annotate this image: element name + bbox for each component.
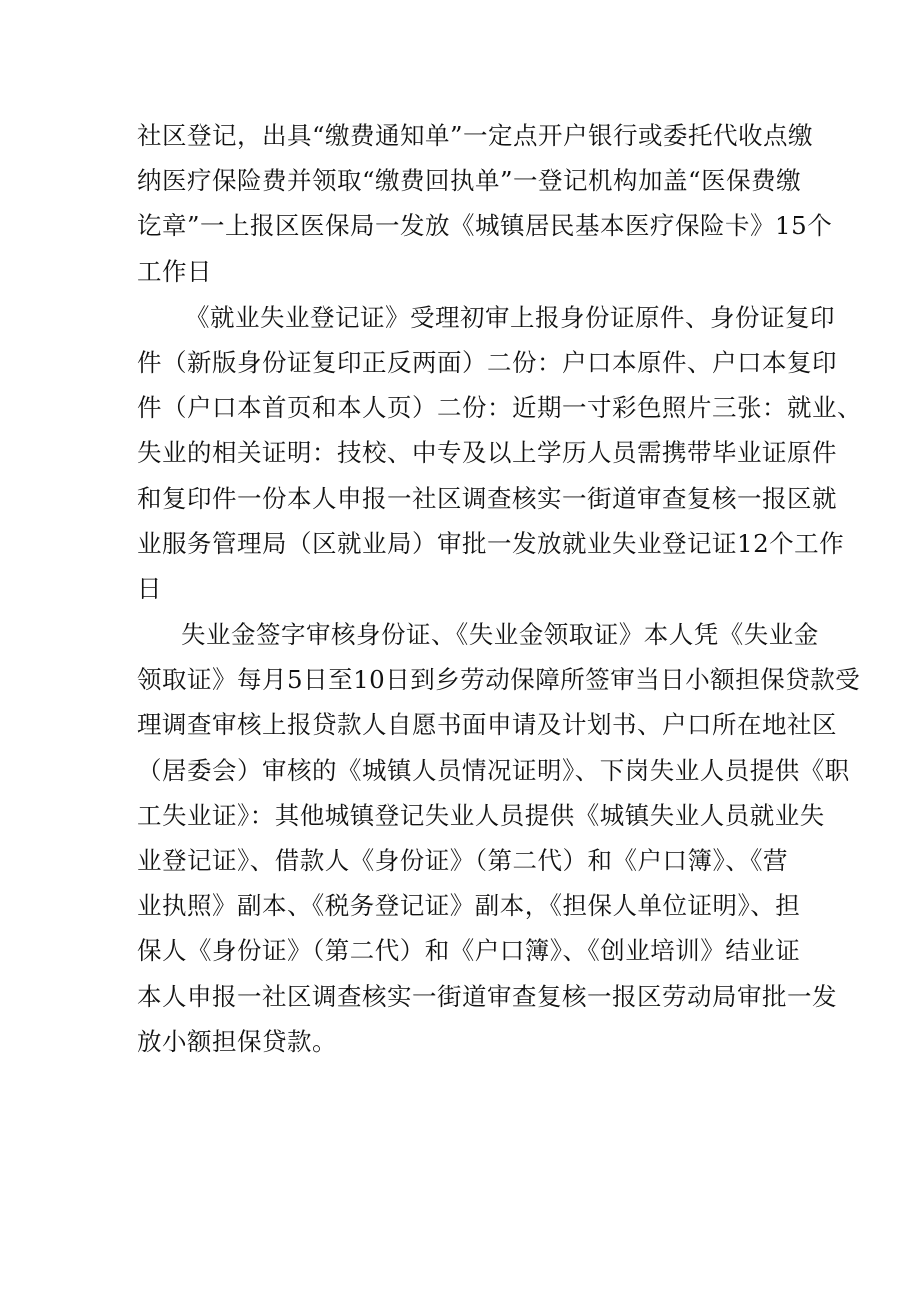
document-body <box>137 113 862 1064</box>
text-line: 放小额担保贷款。 <box>137 1026 337 1056</box>
text-line: 业执照》副本、《税务登记证》副本，《担保人单位证明》、担 <box>137 891 801 921</box>
text-line: 理调查审核上报贷款人自愿书面申请及计划书、户口所在地社区 <box>137 710 837 740</box>
paragraph-employment-registration <box>137 295 862 611</box>
text-line: 业服务管理局（区就业局）审批一发放就业失业登记证12个工作 <box>137 528 845 558</box>
text-line: 和复印件一份本人申报一社区调查核实一街道审查复核一报区就 <box>137 483 837 513</box>
text-line: 件（户口本首页和本人页）二份：近期一寸彩色照片三张：就业、 <box>137 393 862 423</box>
text-line: 纳医疗保险费并领取“缴费回执单”一登记机构加盖“医保费缴 <box>137 166 802 196</box>
text-line: 日 <box>137 573 162 603</box>
text-line: 讫章”一上报区医保局一发放《城镇居民基本医疗保险卡》15个 <box>137 211 833 241</box>
text-line: 《就业失业登记证》受理初审上报身份证原件、身份证复印 <box>185 302 835 332</box>
text-line: 本人申报一社区调查核实一街道审查复核一报区劳动局审批一发 <box>137 981 837 1011</box>
text-line: 业登记证》、借款人《身份证》（第二代）和《户口簿》、《营 <box>137 846 788 875</box>
text-line: 工作日 <box>137 256 212 286</box>
paragraph-medical-insurance <box>137 113 833 294</box>
text-line: （居委会）审核的《城镇人员情况证明》、下岗失业人员提供《职 <box>137 755 850 785</box>
text-line: 工失业证》：其他城镇登记失业人员提供《城镇失业人员就业失 <box>137 800 825 830</box>
text-line: 失业的相关证明：技校、中专及以上学历人员需携带毕业证原件 <box>137 438 837 468</box>
text-line: 社区登记，出具“缴费通知单”一定点开户银行或委托代收点缴 <box>137 121 814 150</box>
text-line: 领取证》每月5日至10日到乡劳动保障所签审当日小额担保贷款受 <box>137 665 861 695</box>
paragraph-unemployment-benefit <box>137 612 861 1064</box>
text-line: 失业金签字审核身份证、《失业金领取证》本人凭《失业金 <box>181 620 819 650</box>
text-line: 保人《身份证》（第二代）和《户口簿》、《创业培训》结业证 <box>137 936 801 966</box>
text-line: 件（新版身份证复印正反两面）二份：户口本原件、户口本复印 <box>137 347 837 377</box>
